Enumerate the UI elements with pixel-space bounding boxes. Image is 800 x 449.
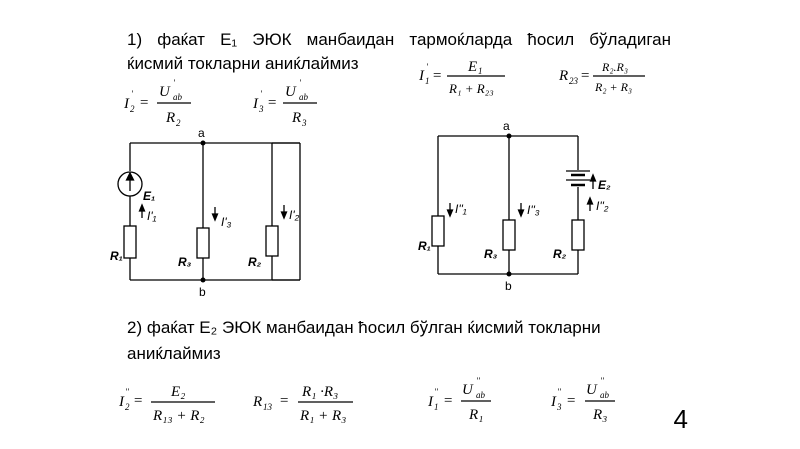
svg-text:I: I: [551, 394, 556, 410]
svg-text:23: 23: [569, 76, 578, 86]
arrow-up-icon: [591, 175, 596, 181]
svg-text:13: 13: [263, 402, 272, 412]
svg-text:'': '': [476, 376, 480, 386]
svg-text:ab: ab: [173, 92, 182, 102]
node-a-dot: [201, 141, 206, 146]
svg-text:R₂.R₃: R₂.R₃: [602, 60, 629, 74]
arrow-up-icon: [588, 198, 593, 204]
heading2-line1: 2) фаќат E₂ ЭЮК манбаидан ћосил бўлган ќисмий токларни: [127, 318, 601, 337]
svg-text:': ': [299, 78, 301, 88]
resistor-label: R₁: [418, 239, 431, 253]
svg-text:=: =: [443, 393, 454, 409]
svg-text:1: 1: [425, 76, 430, 86]
current-label: I''₃: [527, 203, 540, 217]
svg-text:': ': [426, 62, 428, 72]
node-a-label: a: [198, 126, 205, 140]
resistor-label: R₂: [248, 255, 262, 269]
svg-text:2: 2: [130, 104, 135, 114]
node-a-label: a: [503, 119, 510, 133]
svg-text:3: 3: [259, 104, 264, 114]
svg-text:=: =: [133, 393, 144, 409]
resistor-label: R₃: [178, 255, 192, 269]
svg-text:I: I: [419, 68, 424, 84]
svg-text:R: R: [253, 394, 263, 410]
resistor-r2: [266, 226, 278, 256]
svg-text:=: =: [580, 68, 591, 84]
source-label: E₂: [598, 178, 611, 192]
arrow-down-icon: [213, 214, 218, 220]
svg-text:2: 2: [125, 402, 130, 412]
svg-text:': ': [173, 78, 175, 88]
svg-text:2: 2: [176, 118, 181, 128]
svg-text:'': '': [125, 387, 129, 397]
resistor-r1: [124, 226, 136, 258]
node-a-dot: [507, 134, 512, 139]
svg-text:R₁ ·R₃: R₁ ·R₃: [302, 384, 339, 400]
symbol-i: I: [124, 96, 129, 112]
svg-text:ab: ab: [476, 390, 485, 400]
battery-e2: [566, 171, 590, 185]
svg-text:'': '': [434, 387, 438, 397]
current-label: I''₂: [596, 199, 609, 213]
svg-text:R: R: [166, 110, 176, 126]
svg-text:R₂ + R₃: R₂ + R₃: [595, 80, 633, 94]
svg-text:U: U: [285, 84, 296, 100]
current-label: I'₃: [221, 215, 232, 229]
svg-text:R₁₃ + R₂: R₁₃ + R₂: [153, 408, 205, 424]
arrow-up-icon: [140, 205, 145, 211]
resistor-r3: [197, 228, 209, 258]
svg-text:3: 3: [557, 402, 562, 412]
svg-text:I: I: [119, 394, 124, 410]
svg-text:I: I: [428, 394, 433, 410]
svg-text:U: U: [586, 382, 597, 398]
current-label: I'₂: [289, 208, 300, 222]
node-b-dot: [507, 272, 512, 277]
svg-text:I: I: [253, 96, 258, 112]
resistor-r2: [572, 220, 584, 250]
svg-text:1: 1: [478, 66, 483, 76]
svg-text:R: R: [559, 68, 569, 84]
resistor-label: R₂: [553, 247, 567, 261]
svg-text:3: 3: [302, 118, 307, 128]
heading1-line2: ќисмий токларни аниќлаймиз: [127, 54, 359, 73]
svg-text:ab: ab: [299, 92, 308, 102]
current-label: I''₁: [455, 202, 467, 216]
page-number: 4: [673, 404, 688, 434]
heading2-line2: аниќлаймиз: [127, 344, 221, 363]
node-b-label: b: [505, 279, 512, 293]
svg-text:=: =: [139, 95, 150, 111]
svg-text:R: R: [292, 110, 302, 126]
current-label: I'₁: [147, 209, 157, 223]
resistor-label: R₁: [110, 249, 123, 263]
svg-text:U: U: [462, 382, 473, 398]
svg-text:R₁ + R₃: R₁ + R₃: [300, 408, 347, 424]
svg-text:'': '': [600, 376, 604, 386]
arrow-down-icon: [519, 210, 524, 216]
resistor-label: R₃: [484, 247, 498, 261]
svg-text:R₁: R₁: [469, 407, 484, 423]
node-b-label: b: [199, 285, 206, 299]
arrow-up-icon: [127, 173, 134, 180]
svg-text:R₁ + R₂₃: R₁ + R₂₃: [449, 81, 494, 96]
arrow-down-icon: [448, 210, 453, 216]
svg-text:=: =: [566, 393, 577, 409]
svg-text:=: =: [432, 68, 443, 84]
heading1-line1: 1) фаќат E₁ ЭЮК манбаидан тармоќларда ћосил бўладиган: [127, 30, 671, 49]
source-label: E₁: [143, 189, 156, 203]
svg-text:E₂: E₂: [171, 384, 186, 400]
node-b-dot: [201, 278, 206, 283]
svg-text:=: =: [267, 95, 278, 111]
svg-text:'': '': [557, 387, 561, 397]
svg-text:E: E: [468, 59, 478, 75]
svg-text:': ': [131, 89, 133, 99]
svg-text:1: 1: [434, 402, 439, 412]
resistor-r3: [503, 220, 515, 250]
resistor-r1: [432, 216, 444, 246]
svg-text:R₃: R₃: [593, 407, 608, 423]
svg-text:=: =: [279, 393, 290, 409]
arrow-down-icon: [282, 212, 287, 218]
svg-text:U: U: [159, 84, 170, 100]
svg-text:ab: ab: [600, 390, 609, 400]
svg-text:': ': [260, 89, 262, 99]
